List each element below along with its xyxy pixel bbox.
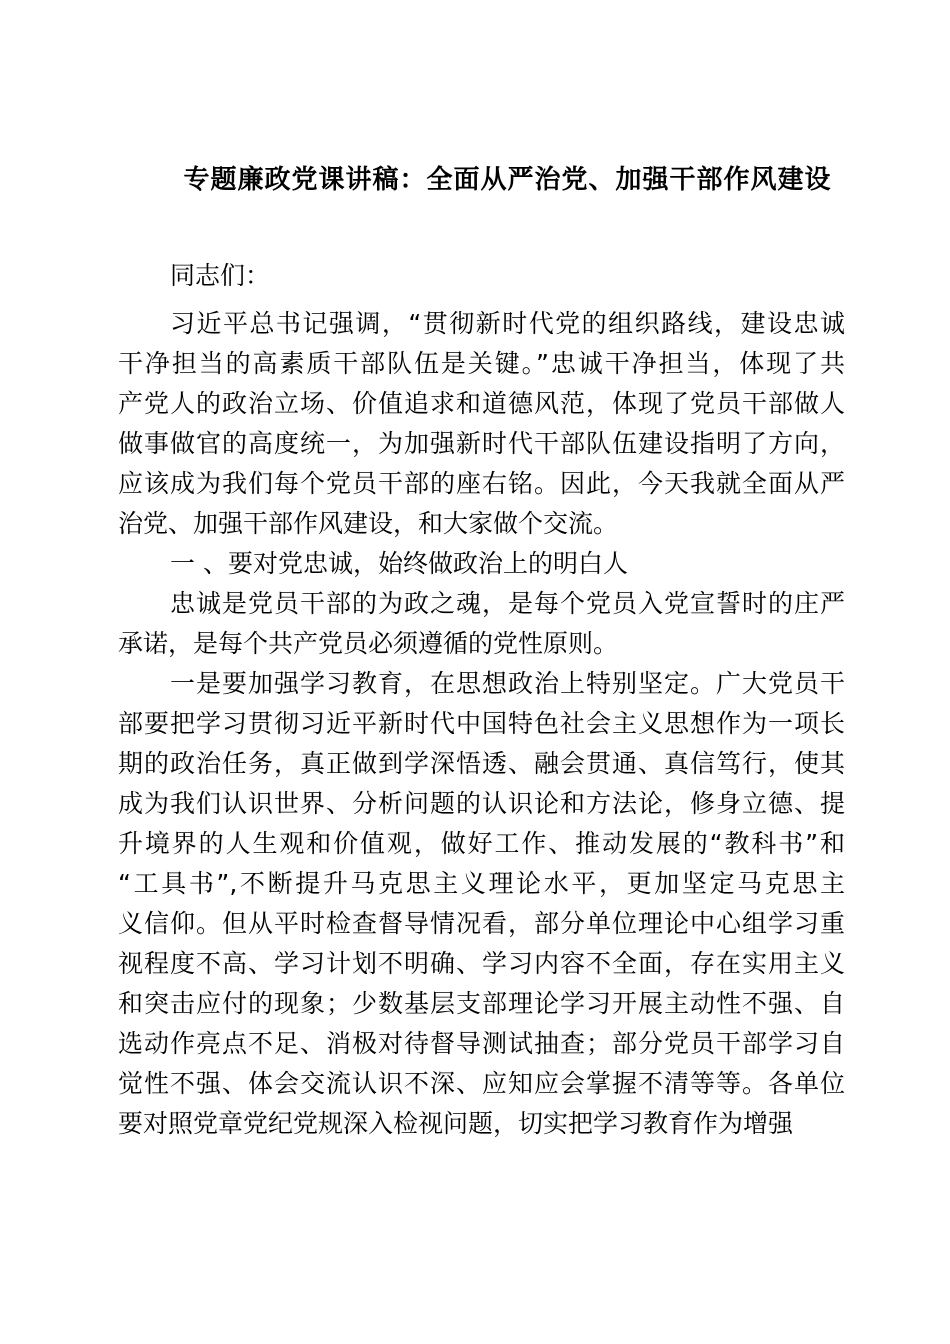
text-line: 做事做官的高度统一，为加强新时代干部队伍建设指明了方向， [118, 429, 845, 458]
text-line: 期的政治任务，真正做到学深悟透、融会贯通、真信笃行，使其 [118, 749, 845, 778]
text-line: 视程度不高、学习计划不明确、学习内容不全面，存在实用主义 [118, 949, 845, 978]
text-line: “工具书”,不断提升马克思主义理论水平，更加坚定马克思主 [118, 869, 845, 898]
document-title: 专题廉政党课讲稿：全面从严治党、加强干部作风建设 [183, 165, 832, 195]
section-heading: 一 、要对党忠诚，始终做政治上的明白人 [170, 549, 628, 578]
text-line: 和突击应付的现象；少数基层支部理论学习开展主动性不强、自 [118, 989, 845, 1018]
text-line: 升境界的人生观和价值观，做好工作、推动发展的“教科书”和 [118, 829, 845, 858]
text-line: 承诺，是每个共产党员必须遵循的党性原则。 [118, 629, 619, 658]
text-line: 应该成为我们每个党员干部的座右铭。因此，今天我就全面从严 [118, 469, 845, 498]
text-line: 要对照党章党纪党规深入检视问题，切实把学习教育作为增强 [118, 1109, 794, 1138]
text-line: 觉性不强、体会交流认识不深、应知应会掌握不清等等。各单位 [118, 1069, 845, 1098]
text-line: 治党、加强干部作风建设，和大家做个交流。 [118, 509, 619, 538]
text-line: 一是要加强学习教育，在思想政治上特别坚定。广大党员干 [170, 669, 845, 698]
text-line: 干净担当的高素质干部队伍是关键。”忠诚干净担当，体现了共 [118, 349, 845, 378]
text-line: 忠诚是党员干部的为政之魂，是每个党员入党宣誓时的庄严 [170, 589, 845, 618]
text-line: 部要把学习贯彻习近平新时代中国特色社会主义思想作为一项长 [118, 709, 845, 738]
text-line: 义信仰。但从平时检查督导情况看，部分单位理论中心组学习重 [118, 909, 845, 938]
text-line: 成为我们认识世界、分析问题的认识论和方法论，修身立德、提 [118, 789, 845, 818]
salutation: 同志们： [170, 261, 271, 290]
document-content [118, 160, 845, 1144]
text-line: 产党人的政治立场、价值追求和道德风范，体现了党员干部做人 [118, 389, 845, 418]
text-line: 习近平总书记强调，“贯彻新时代党的组织路线，建设忠诚 [170, 309, 845, 338]
text-line: 选动作亮点不足、消极对待督导测试抽查；部分党员干部学习自 [118, 1029, 845, 1058]
